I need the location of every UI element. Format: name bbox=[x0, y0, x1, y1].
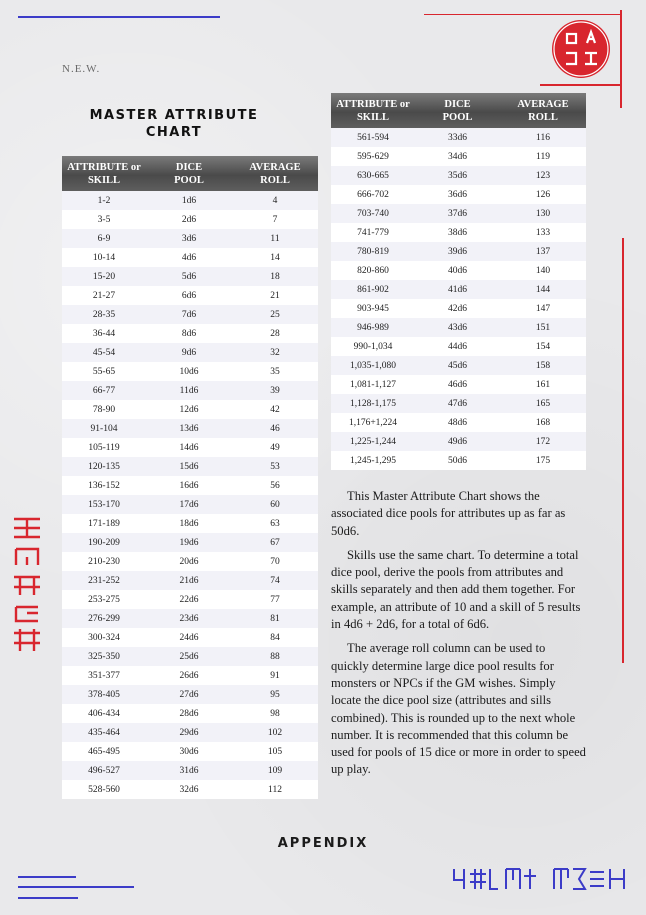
cell-average-roll: 161 bbox=[500, 375, 586, 394]
bottom-left-blue-line-2 bbox=[18, 886, 134, 888]
cell-average-roll: 7 bbox=[232, 210, 318, 229]
cell-dice-pool: 4d6 bbox=[146, 248, 232, 267]
cell-dice-pool: 29d6 bbox=[146, 723, 232, 742]
cell-attribute-range: 741-779 bbox=[331, 223, 415, 242]
cell-attribute-range: 36-44 bbox=[62, 324, 146, 343]
table-header-row bbox=[331, 93, 586, 128]
cell-average-roll: 175 bbox=[500, 451, 586, 470]
cell-average-roll: 84 bbox=[232, 628, 318, 647]
cell-dice-pool: 1d6 bbox=[146, 191, 232, 210]
cell-dice-pool: 40d6 bbox=[415, 261, 500, 280]
explanation-text bbox=[331, 488, 586, 786]
cell-average-roll: 168 bbox=[500, 413, 586, 432]
cell-dice-pool: 43d6 bbox=[415, 318, 500, 337]
cell-dice-pool: 30d6 bbox=[146, 742, 232, 761]
cell-dice-pool: 19d6 bbox=[146, 533, 232, 552]
cell-attribute-range: 496-527 bbox=[62, 761, 146, 780]
cell-average-roll: 109 bbox=[232, 761, 318, 780]
paragraph-skills: Skills use the same chart. To determine a total dice pool, derive the pools from attributes and skills separately and then add them together. For example, an attribute of 10 and a skill of 5 results in 4d6 + 2d6, for a total of 6d6. bbox=[331, 547, 581, 632]
table-row bbox=[62, 514, 318, 533]
header-attribute-line: ATTRIBUTE or bbox=[336, 98, 410, 110]
cell-attribute-range: 378-405 bbox=[62, 685, 146, 704]
cell-attribute-range: 780-819 bbox=[331, 242, 415, 261]
header-dice-line: DICE bbox=[175, 161, 203, 173]
cell-average-roll: 14 bbox=[232, 248, 318, 267]
cell-average-roll: 91 bbox=[232, 666, 318, 685]
header-average-line: AVERAGE bbox=[517, 98, 569, 110]
cell-attribute-range: 703-740 bbox=[331, 204, 415, 223]
table-row bbox=[331, 204, 586, 223]
cell-average-roll: 56 bbox=[232, 476, 318, 495]
cell-average-roll: 35 bbox=[232, 362, 318, 381]
header-skill-line: SKILL bbox=[356, 111, 390, 123]
cell-attribute-range: 351-377 bbox=[62, 666, 146, 685]
cell-average-roll: 119 bbox=[500, 147, 586, 166]
table-row bbox=[62, 533, 318, 552]
cell-attribute-range: 990-1,034 bbox=[331, 337, 415, 356]
table-row bbox=[331, 375, 586, 394]
cell-attribute-range: 465-495 bbox=[62, 742, 146, 761]
table-row bbox=[62, 419, 318, 438]
cell-dice-pool: 44d6 bbox=[415, 337, 500, 356]
table-row bbox=[62, 495, 318, 514]
cell-average-roll: 25 bbox=[232, 305, 318, 324]
cell-attribute-range: 6-9 bbox=[62, 229, 146, 248]
table-row bbox=[331, 413, 586, 432]
cell-dice-pool: 22d6 bbox=[146, 590, 232, 609]
header-pool-line: POOL bbox=[442, 111, 473, 123]
cell-dice-pool: 37d6 bbox=[415, 204, 500, 223]
cell-average-roll: 126 bbox=[500, 185, 586, 204]
table-row bbox=[331, 128, 586, 147]
table-row bbox=[331, 223, 586, 242]
cell-average-roll: 123 bbox=[500, 166, 586, 185]
bottom-left-blue-line-3 bbox=[18, 897, 78, 899]
table-row bbox=[62, 191, 318, 210]
cell-average-roll: 70 bbox=[232, 552, 318, 571]
cell-dice-pool: 2d6 bbox=[146, 210, 232, 229]
cell-dice-pool: 13d6 bbox=[146, 419, 232, 438]
cell-average-roll: 154 bbox=[500, 337, 586, 356]
table-row bbox=[62, 723, 318, 742]
table-row bbox=[331, 337, 586, 356]
cell-attribute-range: 105-119 bbox=[62, 438, 146, 457]
cell-attribute-range: 1-2 bbox=[62, 191, 146, 210]
cell-dice-pool: 31d6 bbox=[146, 761, 232, 780]
cell-dice-pool: 49d6 bbox=[415, 432, 500, 451]
cell-attribute-range: 120-135 bbox=[62, 457, 146, 476]
cell-attribute-range: 153-170 bbox=[62, 495, 146, 514]
header-roll-line: ROLL bbox=[528, 111, 558, 123]
cell-attribute-range: 528-560 bbox=[62, 780, 146, 799]
logo-icon bbox=[552, 20, 610, 78]
cell-average-roll: 102 bbox=[232, 723, 318, 742]
table-row bbox=[62, 324, 318, 343]
publisher-tag: N.E.W. bbox=[62, 63, 101, 75]
cell-average-roll: 42 bbox=[232, 400, 318, 419]
cell-attribute-range: 1,128-1,175 bbox=[331, 394, 415, 413]
header-pool-line: POOL bbox=[174, 174, 204, 186]
bottom-left-blue-line-1 bbox=[18, 876, 76, 878]
chart-title-line-2: CHART bbox=[145, 125, 203, 140]
table-row bbox=[62, 362, 318, 381]
cell-average-roll: 133 bbox=[500, 223, 586, 242]
cell-dice-pool: 38d6 bbox=[415, 223, 500, 242]
cell-dice-pool: 16d6 bbox=[146, 476, 232, 495]
cell-attribute-range: 406-434 bbox=[62, 704, 146, 723]
cell-attribute-range: 10-14 bbox=[62, 248, 146, 267]
cell-attribute-range: 1,035-1,080 bbox=[331, 356, 415, 375]
table-row bbox=[62, 400, 318, 419]
cell-average-roll: 63 bbox=[232, 514, 318, 533]
table-row bbox=[62, 305, 318, 324]
header-roll-line: ROLL bbox=[260, 174, 290, 186]
cell-dice-pool: 20d6 bbox=[146, 552, 232, 571]
cell-average-roll: 147 bbox=[500, 299, 586, 318]
cell-attribute-range: 171-189 bbox=[62, 514, 146, 533]
cell-dice-pool: 15d6 bbox=[146, 457, 232, 476]
table-row bbox=[62, 248, 318, 267]
cell-average-roll: 116 bbox=[500, 128, 586, 147]
cell-dice-pool: 33d6 bbox=[415, 128, 500, 147]
cell-attribute-range: 946-989 bbox=[331, 318, 415, 337]
table-row bbox=[331, 147, 586, 166]
header-dice-pool bbox=[415, 93, 500, 128]
table-header-row bbox=[62, 156, 318, 191]
cell-dice-pool: 42d6 bbox=[415, 299, 500, 318]
cell-dice-pool: 9d6 bbox=[146, 343, 232, 362]
table-row bbox=[62, 286, 318, 305]
cell-dice-pool: 35d6 bbox=[415, 166, 500, 185]
cell-attribute-range: 210-230 bbox=[62, 552, 146, 571]
cell-dice-pool: 47d6 bbox=[415, 394, 500, 413]
cell-average-roll: 11 bbox=[232, 229, 318, 248]
cell-attribute-range: 21-27 bbox=[62, 286, 146, 305]
cell-average-roll: 81 bbox=[232, 609, 318, 628]
cell-dice-pool: 10d6 bbox=[146, 362, 232, 381]
cell-average-roll: 137 bbox=[500, 242, 586, 261]
cell-dice-pool: 3d6 bbox=[146, 229, 232, 248]
cell-attribute-range: 861-902 bbox=[331, 280, 415, 299]
top-left-blue-line bbox=[18, 16, 220, 18]
cell-average-roll: 28 bbox=[232, 324, 318, 343]
paragraph-average-roll: The average roll column can be used to quickly determine large dice pool results for monsters or NPCs if the GM wishes. Simply locate the dice pool size (attributes and sills combined). This is rounded up to the next whole number. It is recommended that this column be used for pools of 15 dice or more in order to speed up play. bbox=[331, 641, 586, 777]
cell-dice-pool: 17d6 bbox=[146, 495, 232, 514]
cell-dice-pool: 21d6 bbox=[146, 571, 232, 590]
table-row bbox=[62, 609, 318, 628]
table-row bbox=[62, 571, 318, 590]
table-row bbox=[62, 742, 318, 761]
cell-dice-pool: 5d6 bbox=[146, 267, 232, 286]
table-row bbox=[62, 761, 318, 780]
cell-attribute-range: 231-252 bbox=[62, 571, 146, 590]
cell-attribute-range: 28-35 bbox=[62, 305, 146, 324]
table-row bbox=[62, 647, 318, 666]
cell-dice-pool: 45d6 bbox=[415, 356, 500, 375]
cell-attribute-range: 15-20 bbox=[62, 267, 146, 286]
cell-average-roll: 98 bbox=[232, 704, 318, 723]
header-average-line: AVERAGE bbox=[249, 161, 301, 173]
table-row bbox=[331, 242, 586, 261]
cell-dice-pool: 7d6 bbox=[146, 305, 232, 324]
cell-dice-pool: 48d6 bbox=[415, 413, 500, 432]
cell-average-roll: 46 bbox=[232, 419, 318, 438]
cell-average-roll: 32 bbox=[232, 343, 318, 362]
cell-average-roll: 4 bbox=[232, 191, 318, 210]
table-row bbox=[331, 299, 586, 318]
cell-average-roll: 105 bbox=[232, 742, 318, 761]
table-row bbox=[62, 210, 318, 229]
cell-average-roll: 151 bbox=[500, 318, 586, 337]
cell-average-roll: 53 bbox=[232, 457, 318, 476]
table-row bbox=[62, 628, 318, 647]
cell-average-roll: 140 bbox=[500, 261, 586, 280]
right-side-vertical-red-line bbox=[622, 238, 624, 663]
cell-dice-pool: 11d6 bbox=[146, 381, 232, 400]
table-row bbox=[331, 356, 586, 375]
cell-average-roll: 158 bbox=[500, 356, 586, 375]
table-row bbox=[62, 685, 318, 704]
chart-title bbox=[62, 107, 286, 141]
cell-average-roll: 172 bbox=[500, 432, 586, 451]
table-row bbox=[62, 343, 318, 362]
header-dice-line: DICE bbox=[444, 98, 471, 110]
table-row bbox=[331, 318, 586, 337]
cell-average-roll: 74 bbox=[232, 571, 318, 590]
cell-attribute-range: 1,245-1,295 bbox=[331, 451, 415, 470]
header-average-roll bbox=[232, 156, 318, 191]
cell-attribute-range: 325-350 bbox=[62, 647, 146, 666]
table-row bbox=[62, 267, 318, 286]
right-top-vertical-red-line bbox=[620, 10, 622, 108]
cell-dice-pool: 50d6 bbox=[415, 451, 500, 470]
table-row bbox=[331, 185, 586, 204]
cell-dice-pool: 12d6 bbox=[146, 400, 232, 419]
cell-dice-pool: 26d6 bbox=[146, 666, 232, 685]
cell-average-roll: 88 bbox=[232, 647, 318, 666]
table-row bbox=[62, 704, 318, 723]
cell-attribute-range: 435-464 bbox=[62, 723, 146, 742]
table-row bbox=[62, 229, 318, 248]
cell-attribute-range: 1,176+1,224 bbox=[331, 413, 415, 432]
table-row bbox=[62, 552, 318, 571]
table-row bbox=[331, 451, 586, 470]
section-footer: APPENDIX bbox=[277, 836, 369, 851]
cell-attribute-range: 1,081-1,127 bbox=[331, 375, 415, 394]
cell-attribute-range: 300-324 bbox=[62, 628, 146, 647]
cell-dice-pool: 6d6 bbox=[146, 286, 232, 305]
table-row bbox=[62, 780, 318, 799]
cell-attribute-range: 55-65 bbox=[62, 362, 146, 381]
table-row bbox=[62, 590, 318, 609]
paragraph-intro: This Master Attribute Chart shows the associated dice pools for attributes up as far as 50d6. bbox=[331, 489, 566, 538]
table-row bbox=[331, 166, 586, 185]
left-glyph-icon bbox=[10, 515, 44, 655]
cell-average-roll: 130 bbox=[500, 204, 586, 223]
top-right-red-line bbox=[424, 14, 620, 15]
cell-dice-pool: 18d6 bbox=[146, 514, 232, 533]
cell-average-roll: 95 bbox=[232, 685, 318, 704]
header-attribute-skill bbox=[62, 156, 146, 191]
table-row bbox=[62, 666, 318, 685]
cell-average-roll: 39 bbox=[232, 381, 318, 400]
attribute-chart-left bbox=[62, 156, 318, 799]
cell-dice-pool: 24d6 bbox=[146, 628, 232, 647]
attribute-chart-right bbox=[331, 93, 586, 470]
cell-attribute-range: 903-945 bbox=[331, 299, 415, 318]
cell-average-roll: 165 bbox=[500, 394, 586, 413]
cell-average-roll: 77 bbox=[232, 590, 318, 609]
cell-average-roll: 21 bbox=[232, 286, 318, 305]
cell-dice-pool: 14d6 bbox=[146, 438, 232, 457]
cell-dice-pool: 46d6 bbox=[415, 375, 500, 394]
cell-dice-pool: 34d6 bbox=[415, 147, 500, 166]
cell-attribute-range: 136-152 bbox=[62, 476, 146, 495]
cell-attribute-range: 91-104 bbox=[62, 419, 146, 438]
cell-attribute-range: 666-702 bbox=[331, 185, 415, 204]
cell-attribute-range: 276-299 bbox=[62, 609, 146, 628]
cell-dice-pool: 8d6 bbox=[146, 324, 232, 343]
cell-average-roll: 18 bbox=[232, 267, 318, 286]
table-row bbox=[62, 457, 318, 476]
cell-attribute-range: 66-77 bbox=[62, 381, 146, 400]
cell-average-roll: 112 bbox=[232, 780, 318, 799]
cell-dice-pool: 27d6 bbox=[146, 685, 232, 704]
cell-attribute-range: 190-209 bbox=[62, 533, 146, 552]
table-row bbox=[331, 432, 586, 451]
table-row bbox=[62, 476, 318, 495]
cell-attribute-range: 1,225-1,244 bbox=[331, 432, 415, 451]
header-average-roll bbox=[500, 93, 586, 128]
table-row bbox=[331, 394, 586, 413]
header-attribute-skill bbox=[331, 93, 415, 128]
cell-attribute-range: 630-665 bbox=[331, 166, 415, 185]
cell-dice-pool: 41d6 bbox=[415, 280, 500, 299]
cell-attribute-range: 3-5 bbox=[62, 210, 146, 229]
right-top-horizontal-red-line bbox=[540, 84, 620, 86]
cell-attribute-range: 820-860 bbox=[331, 261, 415, 280]
header-skill-line: SKILL bbox=[87, 174, 121, 186]
cell-dice-pool: 39d6 bbox=[415, 242, 500, 261]
table-row bbox=[331, 280, 586, 299]
cell-dice-pool: 28d6 bbox=[146, 704, 232, 723]
chart-title-line-1: MASTER ATTRIBUTE bbox=[89, 108, 259, 123]
table-row bbox=[331, 261, 586, 280]
cell-attribute-range: 253-275 bbox=[62, 590, 146, 609]
cell-average-roll: 49 bbox=[232, 438, 318, 457]
cell-attribute-range: 595-629 bbox=[331, 147, 415, 166]
cell-average-roll: 60 bbox=[232, 495, 318, 514]
cell-dice-pool: 23d6 bbox=[146, 609, 232, 628]
cell-average-roll: 67 bbox=[232, 533, 318, 552]
table-row bbox=[62, 381, 318, 400]
table-row bbox=[62, 438, 318, 457]
cell-average-roll: 144 bbox=[500, 280, 586, 299]
cell-dice-pool: 36d6 bbox=[415, 185, 500, 204]
cell-dice-pool: 25d6 bbox=[146, 647, 232, 666]
header-attribute-line: ATTRIBUTE or bbox=[67, 161, 141, 173]
cell-attribute-range: 45-54 bbox=[62, 343, 146, 362]
cell-attribute-range: 561-594 bbox=[331, 128, 415, 147]
bottom-glyph-text-icon bbox=[452, 866, 632, 892]
cell-dice-pool: 32d6 bbox=[146, 780, 232, 799]
header-dice-pool bbox=[146, 156, 232, 191]
cell-attribute-range: 78-90 bbox=[62, 400, 146, 419]
